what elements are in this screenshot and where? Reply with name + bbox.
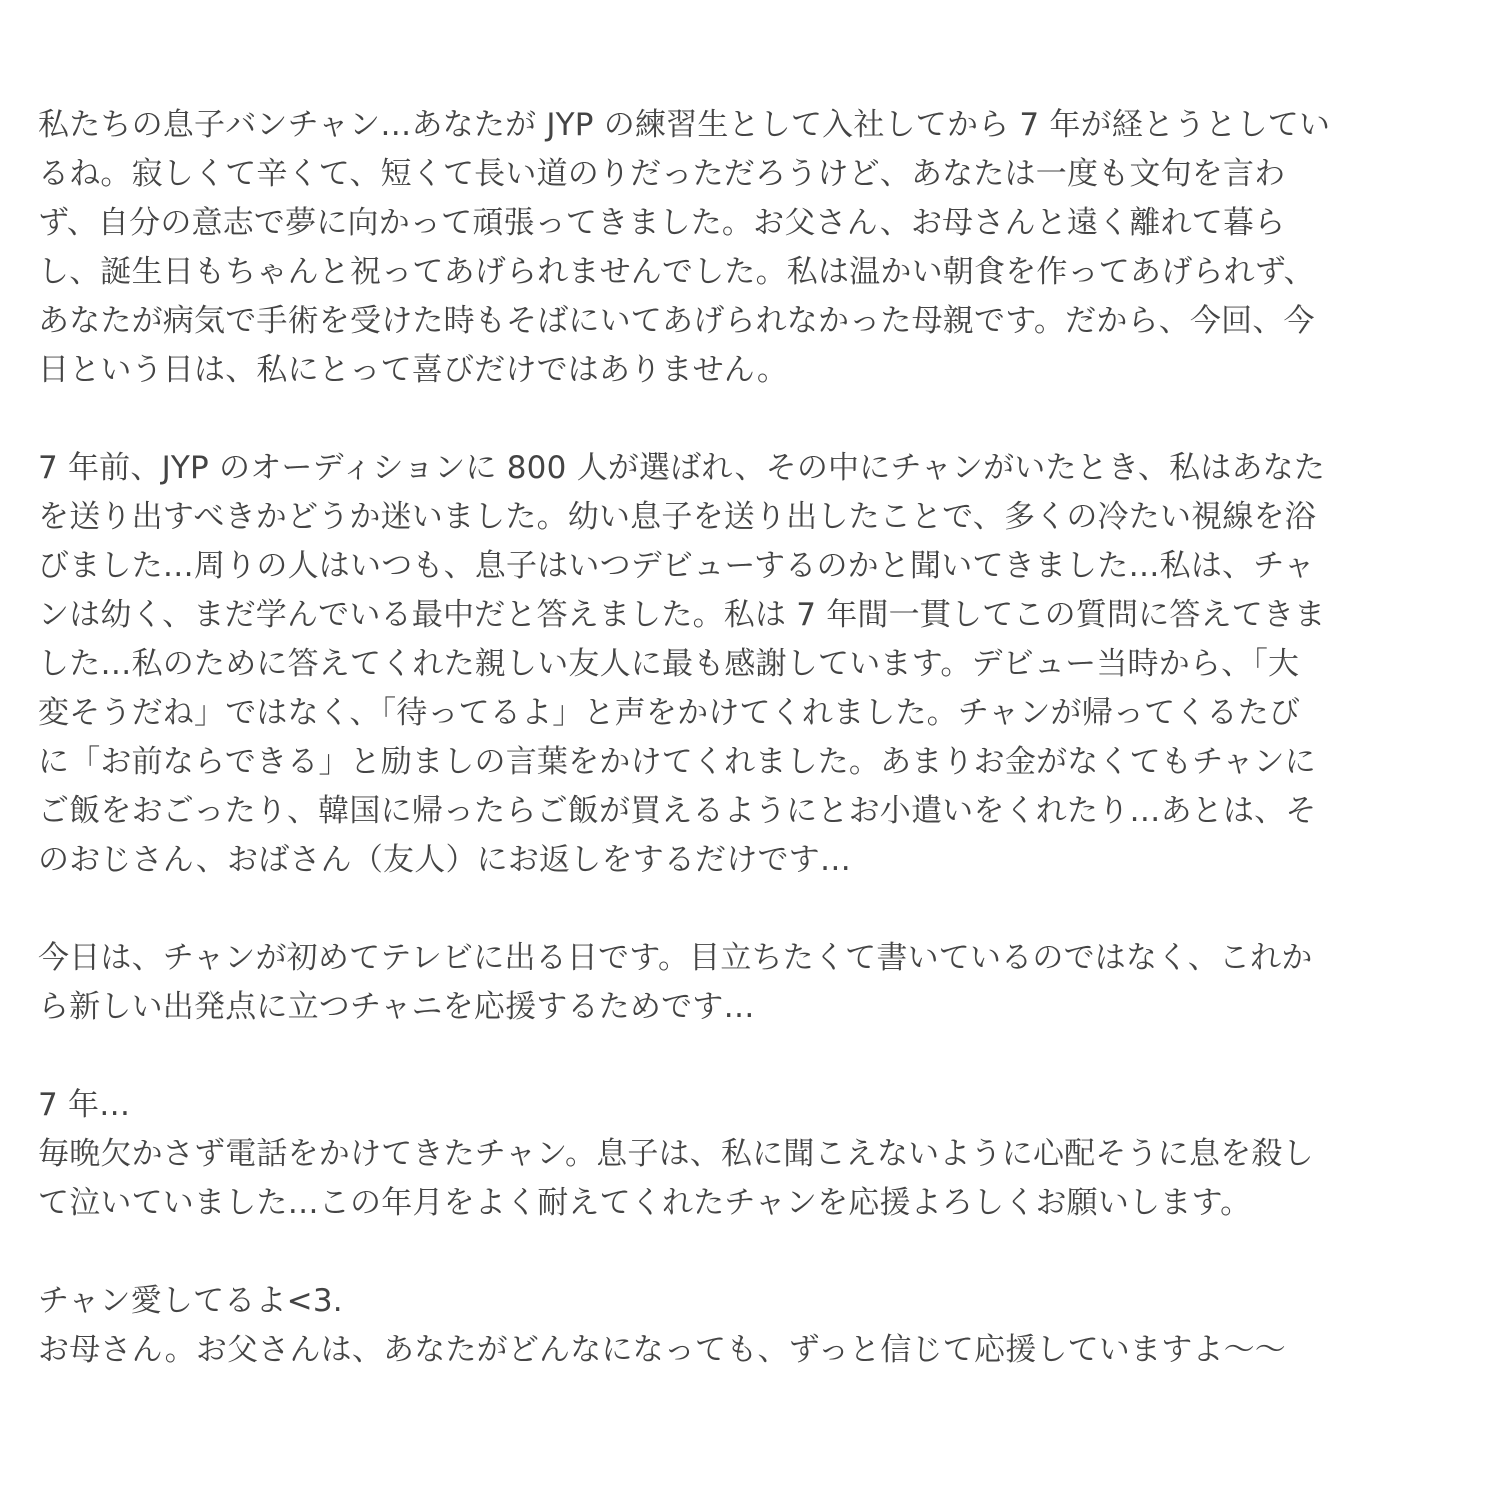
text-line: 変そうだね」ではなく、「待ってるよ」と声をかけてくれました。チャンが帰ってくるたび: [38, 695, 1301, 731]
paragraph-1: [38, 101, 1458, 395]
paragraph-4: [38, 1081, 1458, 1228]
text-line: ら新しい出発点に立つチャニを応援するためです…: [38, 989, 755, 1025]
text-line: 毎晩欠かさず電話をかけてきたチャン。息子は、私に聞こえないように心配そうに息を殺し: [38, 1136, 1314, 1172]
letter-body: [38, 101, 1458, 1375]
text-line: るね。寂しくて辛くて、短くて長い道のりだっただろうけど、あなたは一度も文句を言わ: [38, 156, 1286, 192]
text-line: びました…周りの人はいつも、息子はいつデビューするのかと聞いてきました…私は、チャ: [38, 548, 1315, 584]
paragraph-3: [38, 934, 1458, 1032]
text-line: あなたが病気で手術を受けた時もそばにいてあげられなかった母親です。だから、今回、今: [38, 303, 1315, 339]
text-line: ご飯をおごったり、韓国に帰ったらご飯が買えるようにとお小遣いをくれたり…あとは、そ: [38, 793, 1317, 829]
text-line: ず、自分の意志で夢に向かって頑張ってきました。お父さん、お母さんと遠く離れて暮ら: [38, 205, 1286, 241]
text-line: ンは幼く、まだ学んでいる最中だと答えました。私は 7 年間一貫してこの質問に答えてきま: [38, 597, 1326, 633]
text-line: 7 年前、JYP のオーディションに 800 人が選ばれ、その中にチャンがいたとき、私はあなた: [38, 450, 1326, 486]
text-line: チャン愛してるよ<3.: [38, 1283, 343, 1319]
text-line: のおじさん、おばさん（友人）にお返しをするだけです…: [38, 842, 852, 878]
paragraph-spacer: [38, 1228, 1458, 1277]
text-line: した…私のために答えてくれた親しい友人に最も感謝しています。デビュー当時から、「大: [38, 646, 1300, 682]
paragraph-spacer: [38, 395, 1458, 444]
paragraph-spacer: [38, 1032, 1458, 1081]
paragraph-2: [38, 444, 1458, 885]
text-line: て泣いていました…この年月をよく耐えてくれたチャンを応援よろしくお願いします。: [38, 1185, 1252, 1221]
paragraph-spacer: [38, 885, 1458, 934]
text-line: 日という日は、私にとって喜びだけではありません。: [38, 352, 789, 388]
paragraph-5: [38, 1277, 1458, 1375]
text-line: お母さん。お父さんは、あなたがどんなになっても、ずっと信じて応援していますよ〜〜: [38, 1332, 1286, 1368]
text-line: に「お前ならできる」と励ましの言葉をかけてくれました。あまりお金がなくてもチャンに: [38, 744, 1316, 780]
text-line: 今日は、チャンが初めてテレビに出る日です。目立ちたくて書いているのではなく、これか: [38, 940, 1313, 976]
text-line: を送り出すべきかどうか迷いました。幼い息子を送り出したことで、多くの冷たい視線を浴: [38, 499, 1316, 535]
text-line: 私たちの息子バンチャン…あなたが JYP の練習生として入社してから 7 年が経とうとしてい: [38, 107, 1331, 143]
text-line: し、誕生日もちゃんと祝ってあげられませんでした。私は温かい朝食を作ってあげられず、: [38, 254, 1315, 290]
text-line: 7 年…: [38, 1087, 131, 1123]
